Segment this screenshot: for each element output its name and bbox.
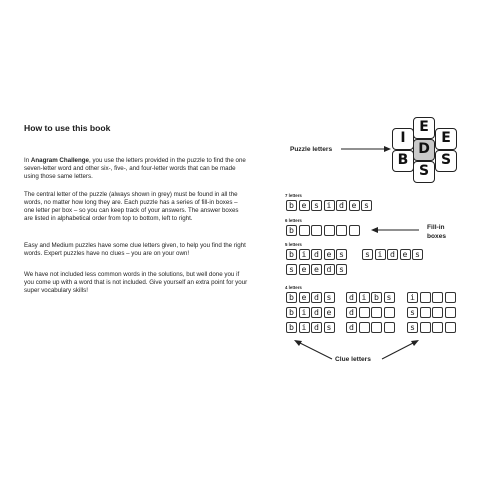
clue-letter-box: b: [286, 249, 297, 260]
clue-letter-box: i: [407, 292, 418, 303]
fill-in-box[interactable]: [384, 307, 395, 318]
clue-letter-box: d: [346, 307, 357, 318]
fill-in-box[interactable]: [311, 225, 322, 236]
clue-letter-box: i: [299, 249, 310, 260]
clue-letter-box: b: [286, 225, 297, 236]
intro-text-start: In: [24, 157, 31, 164]
boxes-label: boxes: [427, 233, 447, 240]
word-four-r2a: [286, 307, 336, 318]
fill-in-box[interactable]: [445, 307, 456, 318]
fill-in-box[interactable]: [299, 225, 310, 236]
fill-in-box[interactable]: [432, 322, 443, 333]
word-four-r2c: [407, 307, 457, 318]
puzzle-letter-top-right: E: [435, 128, 457, 150]
clue-paragraph: Easy and Medium puzzles have some clue letters given, to help you find the right words. Expert puzzles have no clues – you are on your own!: [24, 242, 246, 258]
fill-in-box[interactable]: [420, 322, 431, 333]
clue-letter-box: e: [299, 292, 310, 303]
fill-in-label: Fill-in: [427, 224, 445, 231]
fill-in-box[interactable]: [359, 322, 370, 333]
clue-letter-box: s: [324, 292, 335, 303]
clue-letter-box: e: [311, 264, 322, 275]
word-four-r1b: [346, 292, 396, 303]
clue-letter-box: e: [349, 200, 360, 211]
clue-letter-box: s: [407, 307, 418, 318]
clue-letter-box: b: [286, 322, 297, 333]
four-letters-label: 4 letters: [285, 285, 302, 290]
puzzle-letter-center: D: [413, 139, 435, 161]
word-four-r3b: [346, 322, 396, 333]
puzzle-letter-bottom: S: [413, 161, 435, 183]
word-five-a: [286, 249, 349, 260]
puzzle-letters-label: Puzzle letters: [290, 146, 333, 153]
fill-in-box[interactable]: [349, 225, 360, 236]
clue-letter-box: e: [299, 200, 310, 211]
puzzle-letters-arrow-icon: [340, 144, 392, 154]
clue-letters-label: Clue letters: [335, 356, 371, 363]
word-four-r1c: [407, 292, 457, 303]
clue-letter-box: e: [400, 249, 411, 260]
fill-in-box[interactable]: [432, 292, 443, 303]
clue-letter-box: i: [299, 322, 310, 333]
fill-in-box[interactable]: [359, 307, 370, 318]
word-four-r2b: [346, 307, 396, 318]
puzzle-letter-bottom-right: S: [435, 150, 457, 172]
clue-letter-box: s: [336, 249, 347, 260]
word-five-c: [286, 264, 349, 275]
clue-letter-box: e: [324, 249, 335, 260]
clue-letter-box: s: [286, 264, 297, 275]
clue-letter-box: b: [286, 307, 297, 318]
clue-letter-box: s: [384, 292, 395, 303]
fill-in-box[interactable]: [445, 322, 456, 333]
clue-letter-box: d: [324, 264, 335, 275]
clue-letter-box: d: [387, 249, 398, 260]
clue-letter-box: s: [412, 249, 423, 260]
fill-in-box[interactable]: [384, 322, 395, 333]
clue-letter-box: b: [371, 292, 382, 303]
word-four-r3a: [286, 322, 336, 333]
clue-letter-box: s: [311, 200, 322, 211]
fill-in-box[interactable]: [371, 307, 382, 318]
fill-in-box[interactable]: [432, 307, 443, 318]
word-five-b: [362, 249, 425, 260]
fill-in-box[interactable]: [371, 322, 382, 333]
puzzle-letter-top-left: I: [392, 128, 414, 150]
puzzle-letter-top: E: [413, 117, 435, 139]
clue-letter-box: s: [361, 200, 372, 211]
clue-letter-box: i: [299, 307, 310, 318]
clue-letter-box: s: [336, 264, 347, 275]
fill-in-box[interactable]: [420, 307, 431, 318]
intro-text-end: , you use the letters provided in the puzzle to find the one seven-letter word and other six-, five-, and four-letter words that can be made using those same letters.: [24, 157, 246, 181]
clue-letter-box: i: [359, 292, 370, 303]
clue-letter-box: d: [311, 292, 322, 303]
intro-paragraph: [24, 157, 249, 181]
word-four-r3c: [407, 322, 457, 333]
fill-in-box[interactable]: [324, 225, 335, 236]
word-four-r1a: [286, 292, 336, 303]
clue-letter-box: d: [336, 200, 347, 211]
clue-letter-box: s: [362, 249, 373, 260]
fill-in-box[interactable]: [420, 292, 431, 303]
word-six: [286, 225, 361, 236]
clue-letter-box: d: [311, 322, 322, 333]
clue-letter-box: i: [375, 249, 386, 260]
fill-in-arrow-icon: [370, 225, 420, 235]
fill-in-box[interactable]: [336, 225, 347, 236]
puzzle-letter-bottom-left: B: [392, 150, 414, 172]
six-letters-label: 6 letters: [285, 218, 302, 223]
clue-letter-box: s: [407, 322, 418, 333]
fill-in-box[interactable]: [445, 292, 456, 303]
clue-letter-box: e: [299, 264, 310, 275]
clue-letter-box: s: [324, 322, 335, 333]
clue-letter-box: e: [324, 307, 335, 318]
word-seven: [286, 200, 374, 211]
central-letter-paragraph: The central letter of the puzzle (always shown in grey) must be found in all the words, no matter how long they are. Each puzzle has a series of fill-in boxes – one letter per box – so you can keep track of your answers. The answer boxes are listed in alphabetical order from top to bottom, left to right.: [24, 191, 239, 223]
page-heading: How to use this book: [24, 123, 111, 133]
clue-letter-box: d: [311, 249, 322, 260]
clue-letter-box: d: [311, 307, 322, 318]
clue-letter-box: b: [286, 200, 297, 211]
solutions-paragraph: We have not included less common words in the solutions, but well done you if you come up with a word that is not included. Give yourself an extra point for your super vocabulary skills!: [24, 271, 248, 295]
clue-letter-box: d: [346, 322, 357, 333]
seven-letters-label: 7 letters: [285, 193, 302, 198]
book-title: Anagram Challenge: [30, 157, 89, 164]
clue-letter-box: b: [286, 292, 297, 303]
clue-letter-box: d: [346, 292, 357, 303]
clue-letter-box: i: [324, 200, 335, 211]
five-letters-label: 5 letters: [285, 242, 302, 247]
